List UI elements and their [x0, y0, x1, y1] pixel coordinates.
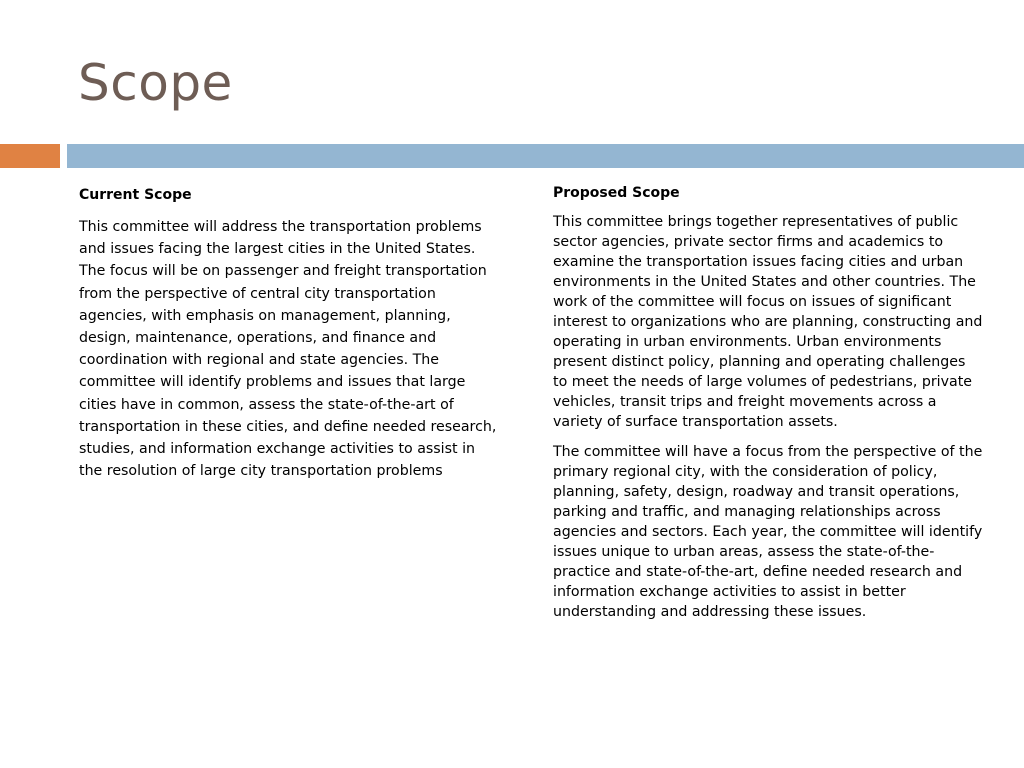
- current-scope-heading: Current Scope: [79, 187, 192, 203]
- proposed-scope-heading: Proposed Scope: [553, 185, 680, 201]
- accent-bar-blue: [67, 144, 1024, 168]
- proposed-scope-paragraph-1: This committee brings together representatives of public sector agencies, private sector firms and academics to examine the transportation issues facing cities and urban environments in the United States and other countries. The work of the committee will focus on issues of significant interest to organizations who are planning, constructing and operating in urban environments. Urban environments present distinct policy, planning and operating challenges to meet the needs of large volumes of pedestrians, private vehicles, transit trips and freight movements across a variety of surface transportation assets.: [553, 214, 983, 430]
- proposed-scope-column: [553, 182, 983, 632]
- accent-bar-orange: [0, 144, 60, 168]
- current-scope-paragraph: This committee will address the transportation problems and issues facing the largest cities in the United States. The focus will be on passenger and freight transportation from the perspective of central city transportation agencies, with emphasis on management, planning, design, maintenance, operations, and finance and coordination with regional and state agencies. The committee will identify problems and issues that large cities have in common, assess the state-of-the-art of transportation in these cities, and define needed research, studies, and information exchange activities to assist in the resolution of large city transportation problems: [79, 219, 497, 480]
- proposed-scope-paragraph-2: The committee will have a focus from the perspective of the primary regional city, with the consideration of policy, planning, safety, design, roadway and transit operations, parking and traffic, and managing relationships across agencies and sectors. Each year, the committee will identify issues unique to urban areas, assess the state-of-the-practice and state-of-the-art, define needed research and information exchange activities to assist in better understanding and addressing these issues.: [553, 444, 983, 620]
- current-scope-column: [79, 184, 499, 482]
- slide-title: Scope: [78, 54, 233, 112]
